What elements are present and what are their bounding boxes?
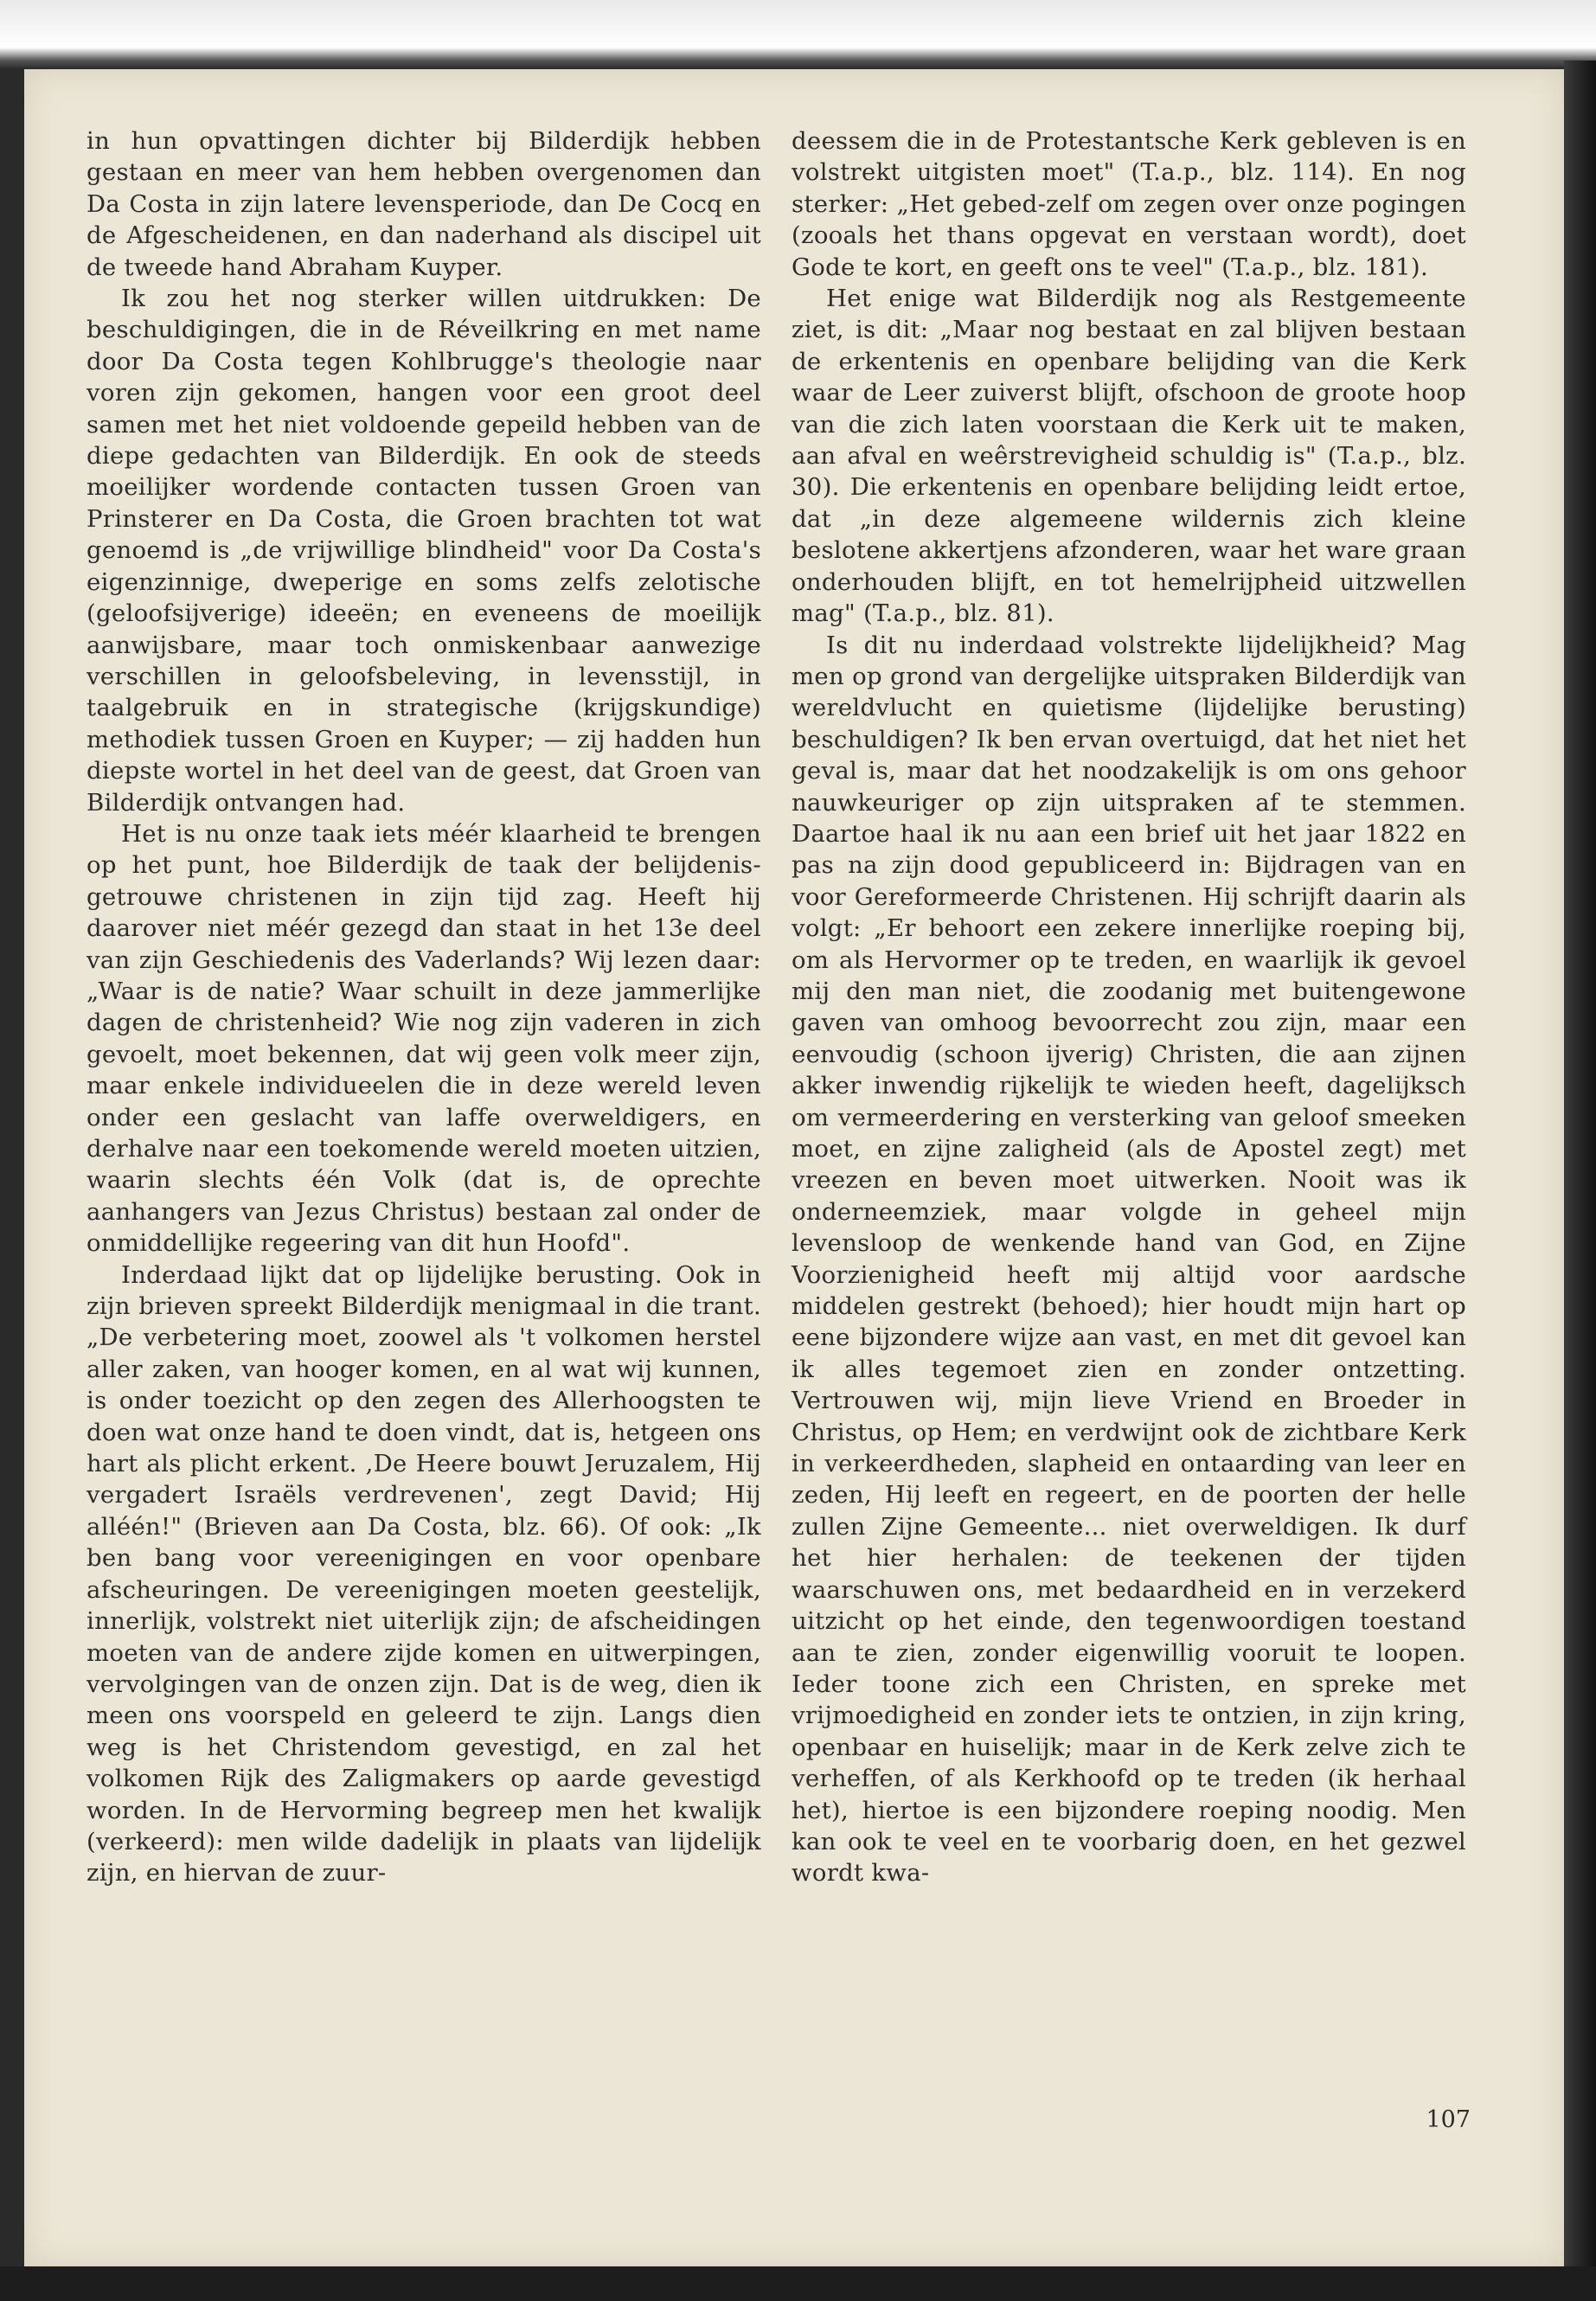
page-number: 107 (1426, 2106, 1471, 2133)
paragraph: Ik zou het nog sterker willen uitdrukken: De beschuldigingen, die in de Réveilkring en met name door Da Costa tegen Kohlbrugge's theologie naar voren zijn gekomen, hangen voor een groot deel samen met het niet voldoende gepeild hebben van de diepe gedachten van Bilderdijk. En ook de steeds moeilijker wordende contacten tussen Groen van Prinsterer en Da Costa, die Groen brachten tot wat genoemd is „de vrijwillige blindheid" voor Da Costa's eigenzinnige, dweperige en soms zelfs zelotische (geloofsijverige) ideeën; en eveneens de moeilijk aanwijsbare, maar toch onmiskenbaar aanwezige verschillen in geloofsbeleving, in levensstijl, in taalgebruik en in strategische (krijgskundige) methodiek tussen Groen en Kuyper; — zij hadden hun diepste wortel in het deel van de geest, dat Groen van Bilderdijk ontvangen had. (87, 285, 761, 817)
paragraph: Het enige wat Bilderdijk nog als Restgemeente ziet, is dit: „Maar nog bestaat en zal blijven bestaan de erkentenis en openbare belijding van die Kerk waar de Leer zuiverst blijft, ofschoon de groote hoop van die zich laten voorstaan die Kerk uit te maken, aan afval en weêrstrevigheid schuldig is" (T.a.p., blz. 30). Die erkentenis en openbare belijding leidt ertoe, dat „in deze algemeene wildernis zich kleine beslotene akkertjens afzonderen, waar het ware graan onderhouden blijft, en tot hemelrijpheid uitzwellen mag" (T.a.p., blz. 81). (792, 285, 1466, 628)
paragraph: Het is nu onze taak iets méér klaarheid te brengen op het punt, hoe Bilderdijk de taak der belijdenis-getrouwe christenen in zijn tijd zag. Heeft hij daarover niet méér gezegd dan staat in het 13e deel van zijn Geschiedenis des Vaderlands? Wij lezen daar: „Waar is de natie? Waar schuilt in deze jammerlijke dagen de christenheid? Wie nog zijn vaderen in zich gevoelt, moet bekennen, dat wij geen volk meer zijn, maar enkele individueelen die in deze wereld leven onder een geslacht van laffe overweldigers, en derhalve naar een toekomende wereld moeten uitzien, waarin slechts één Volk (dat is, de oprechte aanhangers van Jezus Christus) bestaan zal onder de onmiddellijke regeering van dit hun Hoofd". (87, 819, 761, 1258)
scan-top-edge (0, 0, 1596, 69)
paragraph: Is dit nu inderdaad volstrekte lijdelijkheid? Mag men op grond van dergelijke uitspraken Bilderdijk van wereldvlucht en quietisme (lijdelijke berusting) beschuldigen? Ik ben ervan overtuigd, dat het niet het geval is, maar dat het noodzakelijk is om ons gehoor nauwkeuriger op zijn uitspraken af te stemmen. Daartoe haal ik nu aan een brief uit het jaar 1822 en pas na zijn dood gepubliceerd in: Bijdragen van en voor Gereformeerde Christenen. Hij schrijft daarin als volgt: „Er behoort een zekere innerlijke roeping bij, om als Hervormer op te treden, en waarlijk ik gevoel mij den man niet, die zoodanig met buitengewone gaven van omhoog bevoorrecht zou zijn, maar een eenvoudig (schoon ijverig) Christen, die aan zijnen akker inwendig rijkelijk te wieden heeft, dagelijksch om vermeerdering en versterking van geloof smeeken moet, en zijne zaligheid (als de Apostel zegt) met vreezen en beven moet uitwerken. Nooit was ik onderneemziek, maar volgde in geheel mijn levensloop de wenkende hand van God, en Zijne Voorzienigheid heeft mij altijd voor aardsche middelen gestrekt (behoed); hier houdt mijn hart op eene bijzondere wijze aan vast, en met dit gevoel kan ik alles tegemoet zien en zonder ontzetting. Vertrouwen wij, mijn lieve Vriend en Broeder in Christus, op Hem; en verdwijnt ook de zichtbare Kerk in verkeerdheden, slapheid en ontaarding van leer en zeden, Hij leeft en regeert, en de poorten der helle zullen Zijne Gemeente... niet overweldigen. Ik durf het hier herhalen: de teekenen der tijden waarschuwen ons, met bedaardheid en in verzekerd uitzicht op het einde, den tegenwoordigen toestand aan te zien, zonder eigenwillig vooruit te loopen. Ieder toone zich een Christen, en spreke met vrijmoedigheid en zonder iets te ontzien, in zijn kring, openbaar en huiselijk; maar in de Kerk zelve zich te verheffen, of als Kerkhoofd op te treden (ik herhaal het), hiertoe is een bijzondere roeping noodig. Men kan ook te veel en te voorbarig doen, en het gezwel wordt kwa- (792, 631, 1466, 1888)
paragraph: deessem die in de Protestantsche Kerk gebleven is en volstrekt uitgisten moet" (T.a.p., blz. 114). En nog sterker: „Het gebed-zelf om zegen over onze pogingen (zooals het thans opgevat en verstaan wordt), doet Gode te kort, en geeft ons te veel" (T.a.p., blz. 181). (792, 127, 1466, 281)
paragraph: in hun opvattingen dichter bij Bilderdijk hebben gestaan en meer van hem hebben overgenomen dan Da Costa in zijn latere levensperiode, dan De Cocq en de Afgescheidenen, en dan naderhand als discipel uit de tweede hand Abraham Kuyper. (87, 127, 761, 281)
book-spine-edge (1564, 61, 1596, 2301)
scan-bottom-edge (0, 2266, 1596, 2301)
right-column (792, 125, 1466, 1889)
paragraph: Inderdaad lijkt dat op lijdelijke berusting. Ook in zijn brieven spreekt Bilderdijk menigmaal in die trant. „De verbetering moet, zoowel als 't volkomen herstel aller zaken, van hooger komen, en al wat wij kunnen, is onder toezicht op den zegen des Allerhoogsten te doen wat onze hand te doen vindt, dat is, hetgeen ons hart als plicht erkent. ,De Heere bouwt Jeruzalem, Hij vergadert Israëls verdrevenen', zegt David; Hij alléén!" (Brieven aan Da Costa, blz. 66). Of ook: „Ik ben bang voor vereenigingen en voor openbare afscheuringen. De vereenigingen moeten geestelijk, innerlijk, volstrekt niet uiterlijk zijn; de afscheidingen moeten van de andere zijde komen en uitwerpingen, vervolgingen van de onzen zijn. Dat is de weg, dien ik meen ons voorspeld en geleerd te zijn. Langs dien weg is het Christendom gevestigd, en zal het volkomen Rijk des Zaligmakers op aarde gevestigd worden. In de Hervorming begreep men het kwalijk (verkeerd): men wilde dadelijk in plaats van lijdelijk zijn, en hiervan de zuur- (87, 1260, 761, 1888)
left-column (87, 125, 761, 1889)
